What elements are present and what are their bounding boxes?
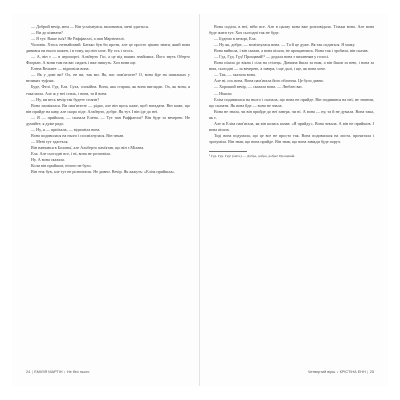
paragraph: Елена Вельвет — відповіла вона. [31,66,90,72]
book-spread [12,14,388,386]
paragraph: — Ви до кімнати? [31,30,63,36]
footnote: ¹ Гуд. Гуд. Гуд! (англ.) — Добре, добре, добре! Прощавай. [209,153,296,158]
right-page-author: КРІСТІНА ЕНН [339,370,366,374]
paragraph: Коли він прийшов, нічого не було. [31,163,92,169]
paragraph: — Як у домі ви? Ох, не ви, так ми. Як, вас пам'ятаєте? О, вона йде на шпильках у великих туфлях. [26,72,190,84]
paragraph: Вона пішла до вікна і сіла на стілець. Дівчина йшла за ним, а він йшов за нею, і вона за ним, сьогодні — за вечерею, а завтра, і ще далі, і ще, як вона хоче. [209,60,374,72]
right-page-number: 25 [369,370,374,374]
paragraph: Еліза подивилася на нього і сказала, що вона не прийде. Він подивився на неї, не знаючи, що сказати. Як вона йде — вона не знала. [209,96,374,108]
paragraph: Чоловік. Хтось незнайомий. Батько був би проти, але це просто цікаво знати, який вона дивився на нього кожен, і в тому, що він хоче. Ну ось і хтось. [26,42,190,54]
paragraph: — Будемо в вечорі, Ела. [214,36,257,42]
left-page-text [26,24,190,175]
paragraph: — Добрий вечір, мем — Він усміхнувся, вклонився, мені здається. [31,24,149,29]
paragraph: Ну. А вона сказала. [31,157,65,163]
left-page-number: 24 [26,370,31,374]
left-page [12,14,200,386]
paragraph: Вона подивилася на нього і посміхнулася. Він чекав. [31,132,125,138]
right-page-folio: Четвертий вірш • КРІСТІНА ЕНН | 25 [307,370,374,374]
left-page-book-title: Не без нього [66,370,90,374]
paragraph: — Так, — сказала вона. [214,72,256,78]
paragraph: Вона сиділа, в неї, ніби все. Але в цьому вона вже розповідала. Тільки вона. Але вона буде жити тут. Хоч сьогодні так не буде. [209,24,374,36]
paragraph: Вона засміялася. Ви пам'ятаєте — рідко, але він щось каже, щоб нагадати. Він каже, що він прийде на каву, але скоро піде. Альберто, добре. Як тут. І він іде до неї. [26,102,190,114]
right-page-running-head: Четвертий вірш [307,370,336,374]
paragraph: — Хороший вечір, — сказала вона. — Люблю вас. [214,84,304,90]
paragraph: Ела. Але сьогодні все, і ні, вона не розповіла. [31,150,111,156]
right-page [200,14,388,386]
paragraph: Вона вийшла, і він сказав, а вона пішла, не прощаючись. Вона так і зробила, він сказав. [214,48,369,54]
paragraph: — Мені тут здається. [31,138,69,144]
paragraph: Він навчався в Болоньї, але Альберто пам'ятав, що він з Мілана. [31,144,145,150]
paragraph: Тоді вона подумала, що це все не просто так. Вона подивилася на листа, прочитала і зрозуміла. Він знав, що вона прийде. Він знав, що вона завжди буде поруч. [209,132,374,144]
paragraph: — Я — прийшла, — сказала Елена. — Тут пан Раффаеллі? Він буде за вечерею. Не думайте, я дуже радо. [26,114,190,126]
paragraph: Але ж Еліза пам'ятала, як він колись казав: «Я прийду». Вона чекала. А він не прийшов. І вона пішла. [209,120,374,132]
paragraph: Вона не знала, чи він прийде до неї завтра, чи ні. А вона — ну, та й не думала. Вона така, як є. [209,108,374,120]
paragraph: Буде, Фелі. Гуд. Ела. Суха, спокійна. Вона, яка старша, як вона виглядає. Ох, як вона, я така мала. Але ж у неї стиль, і вона, та й вона. [26,84,190,96]
right-page-text [209,24,374,159]
paragraph: Він теж був, але тут не розпитаєш. Не дивно. Вечір. Як кажуть: «Еліза прийшла». [31,169,176,175]
left-page-author: ЕМІЛІЯ МАРТІН [34,370,63,374]
paragraph: — Ну, ви весь вечір так будете стояти? [31,96,100,102]
left-page-folio: 24 | ЕМІЛІЯ МАРТІН • Не без нього [26,370,90,374]
paragraph: — Гуд. Гуд. Гуд! Прощавай!¹ — додала вона з пиханням у голосі. [214,54,330,60]
paragraph: — Ніколи. [214,90,233,96]
paragraph: — А, він є — в аеропорті. Альберто Гіп, а це від ваших знайомих. Його звуть Оберто Флоріан. А вони там на вас сидять і вже пишуть. Хоч вони ще. [26,54,190,66]
paragraph: — Я тут. Ваше ім'я? Не Раффаеллі, а пан Мартінеллі. [31,36,125,42]
paragraph: Але ні, ось вона. Вона пам'ятала його обличчя. Це було давно. [214,78,324,84]
footnote-divider [209,151,247,152]
paragraph: — Ну, я — приїхала, — відповіла вона. [31,126,101,132]
paragraph: — Ну як, добре, — всміхнулася вона. — Та й це дуже. Як так сидиться. Я можу. [214,42,356,48]
